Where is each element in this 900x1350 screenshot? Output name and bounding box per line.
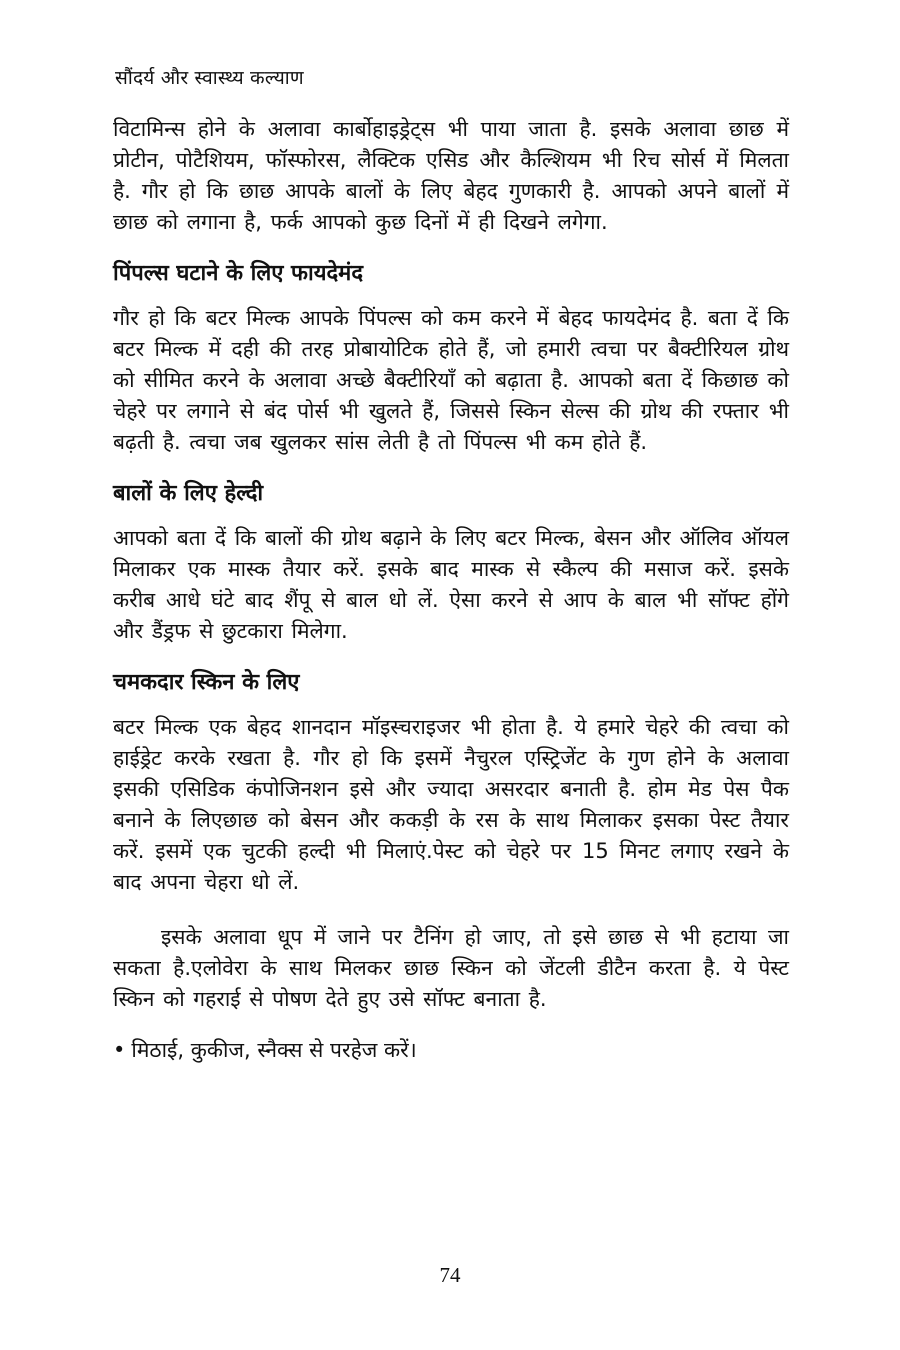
bullet-item — [113, 1035, 789, 1066]
section-paragraph-hair: आपको बता दें कि बालों की ग्रोथ बढ़ाने के लिए बटर मिल्क, बेसन और ऑलिव ऑयल मिलाकर एक मास्क तैयार करें. इसके बाद मास्क से स्कैल्प की मसाज करें. इसके करीब आधे घंटे बाद शैंपू से बाल धो लें. ऐसा करने से आप के बाल भी सॉफ्ट होंगे और डैंड्रफ से छुटकारा मिलेगा. — [113, 526, 789, 643]
bullet-text: मिठाई, कुकीज, स्नैक्स से परहेज करें। — [131, 1038, 417, 1062]
section-paragraph-glowing-skin: बटर मिल्क एक बेहद शानदान मॉइस्चराइजर भी होता है. ये हमारे चेहरे की त्वचा को हाईड्रेट करके रखता है. गौर हो कि इसमें नैचुरल एस्ट्रिजेंट के गुण होने के अलावा इसकी एसिडिक कंपोजिनशन इसे और ज्यादा असरदार बनाती है. होम मेड पेस पैक बनाने के लिएछाछ को बेसन और ककड़ी के रस के साथ मिलाकर इसका पेस्ट तैयार करें. इसमें एक चुटकी हल्दी भी मिलाएं.पेस्ट को चेहरे पर 15 मिनट लगाए रखने के बाद अपना चेहरा धो लें. — [113, 715, 789, 894]
closing-paragraph: इसके अलावा धूप में जाने पर टैनिंग हो जाए, तो इसे छाछ से भी हटाया जा सकता है.एलोवेरा के साथ मिलकर छाछ स्किन को जेंटली डीटैन करता है. ये पेस्ट स्किन को गहराई से पोषण देते हुए उसे सॉफ्ट बनाता है. — [113, 925, 789, 1011]
bullet-marker: • — [113, 1038, 126, 1062]
page-number: 74 — [439, 1263, 461, 1287]
intro-paragraph: विटामिन्स होने के अलावा कार्बोहाइड्रेट्स भी पाया जाता है. इसके अलावा छाछ में प्रोटीन, पोटैशियम, फॉस्फोरस, लैक्टिक एसिड और कैल्शियम भी रिच सोर्स में मिलता है. गौर हो कि छाछ आपके बालों के लिए बेहद गुणकारी है. आपको अपने बालों में छाछ को लगाना है, फर्क आपको कुछ दिनों में ही दिखने लगेगा. — [113, 117, 789, 234]
section-paragraph-pimples: गौर हो कि बटर मिल्क आपके पिंपल्स को कम करने में बेहद फायदेमंद है. बता दें कि बटर मिल्क में दही की तरह प्रोबायोटिक होते हैं, जो हमारी त्वचा पर बैक्टीरियल ग्रोथ को सीमित करने के अलावा अच्छे बैक्टीरियाँ को बढ़ाता है. आपको बता दें किछाछ को चेहरे पर लगाने से बंद पोर्स भी खुलते हैं, जिससे स्किन सेल्स की ग्रोथ की रफ्तार भी बढ़ती है. त्वचा जब खुलकर सांस लेती है तो पिंपल्स भी कम होते हैं. — [113, 306, 789, 454]
section-heading-glowing-skin: चमकदार स्किन के लिए — [113, 670, 300, 695]
running-header: सौंदर्य और स्वास्थ्य कल्याण — [115, 67, 304, 89]
page-content — [113, 114, 789, 1066]
section-heading-hair: बालों के लिए हेल्दी — [113, 481, 264, 506]
section-heading-pimples: पिंपल्स घटाने के लिए फायदेमंद — [113, 261, 363, 286]
